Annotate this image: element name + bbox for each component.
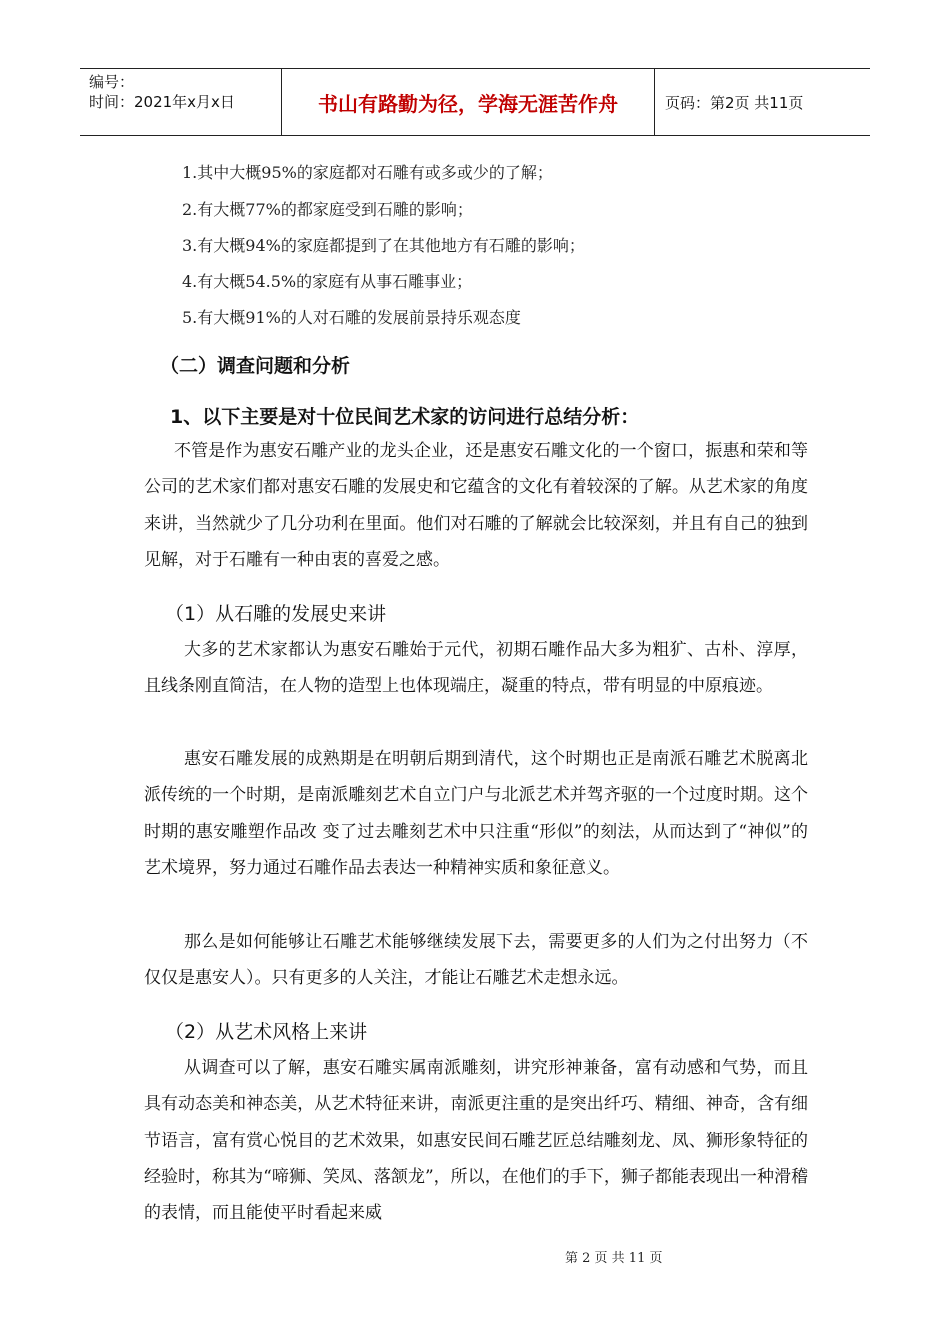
part2-paragraph: 从调查可以了解，惠安石雕实属南派雕刻，讲究形神兼备，富有动感和气势，而且具有动态美和神态美，从艺术特征来讲，南派更注重的是突出纤巧、精细、神奇，含有细节语言，富有赏心悦目的艺术效果，如惠安民间石雕艺匠总结雕刻龙、凤、狮形象特征的经验时，称其为“啼狮、笑凤、落颔龙”，所以，在他们的手下，狮子都能表现出一种滑稽的表情，而且能使平时看起来威 [144,1058,808,1224]
list-item: 2.有大概77%的都家庭受到石雕的影响； [182,200,473,219]
header-page-info: 页码：第2页 共11页 [665,93,804,112]
part2-title: （2）从艺术风格上来讲 [165,1021,368,1043]
part1-paragraph: 大多的艺术家都认为惠安石雕始于元代，初期石雕作品大多为粗犷、古朴、淳厚，且线条刚直简洁，在人物的造型上也体现端庄，凝重的特点，带有明显的中原痕迹。 [144,640,808,697]
intro-paragraph: 不管是作为惠安石雕产业的龙头企业，还是惠安石雕文化的一个窗口，振惠和荣和等公司的艺术家们都对惠安石雕的发展史和它蕴含的文化有着较深的了解。从艺术家的角度来讲，当然就少了几分功利在里面。他们对石雕的了解就会比较深刻，并且有自己的独到见解，对于石雕有一种由衷的喜爱之感。 [144,441,808,570]
section-title: （二）调查问题和分析 [160,355,351,377]
header-motto: 书山有路勤为径，学海无涯苦作舟 [282,69,655,135]
header-meta-cell [80,69,282,135]
part1-title: （1）从石雕的发展史来讲 [165,603,387,625]
part1-paragraph: 惠安石雕发展的成熟期是在明朝后期到清代，这个时期也正是南派石雕艺术脱离北派传统的一个时期，是南派雕刻艺术自立门户与北派艺术并驾齐驱的一个过度时期。这个时期的惠安雕塑作品改 变了过去雕刻艺术中只注重“形似”的刻法，从而达到了“神似”的艺术境界，努力通过石雕作品去表达一种精神实质和象征意义。 [144,749,808,878]
subsection-title: 1、以下主要是对十位民间艺术家的访问进行总结分析： [170,406,640,428]
list-item: 5.有大概91%的人对石雕的发展前景持乐观态度 [182,308,521,327]
list-item: 4.有大概54.5%的家庭有从事石雕事业； [182,272,473,291]
number-label: 编号： [89,73,135,91]
time-label: 时间：2021年x月x日 [89,93,235,111]
part1-paragraph: 那么是如何能够让石雕艺术能够继续发展下去，需要更多的人们为之付出努力（不仅仅是惠安人）。只有更多的人关注，才能让石雕艺术走想永远。 [144,932,808,989]
list-item: 3.有大概94%的家庭都提到了在其他地方有石雕的影响； [182,236,585,255]
list-item: 1.其中大概95%的家庭都对石雕有或多或少的了解； [182,163,553,182]
page-footer: 第 2 页 共 11 页 [565,1251,663,1266]
document-header [80,68,870,136]
